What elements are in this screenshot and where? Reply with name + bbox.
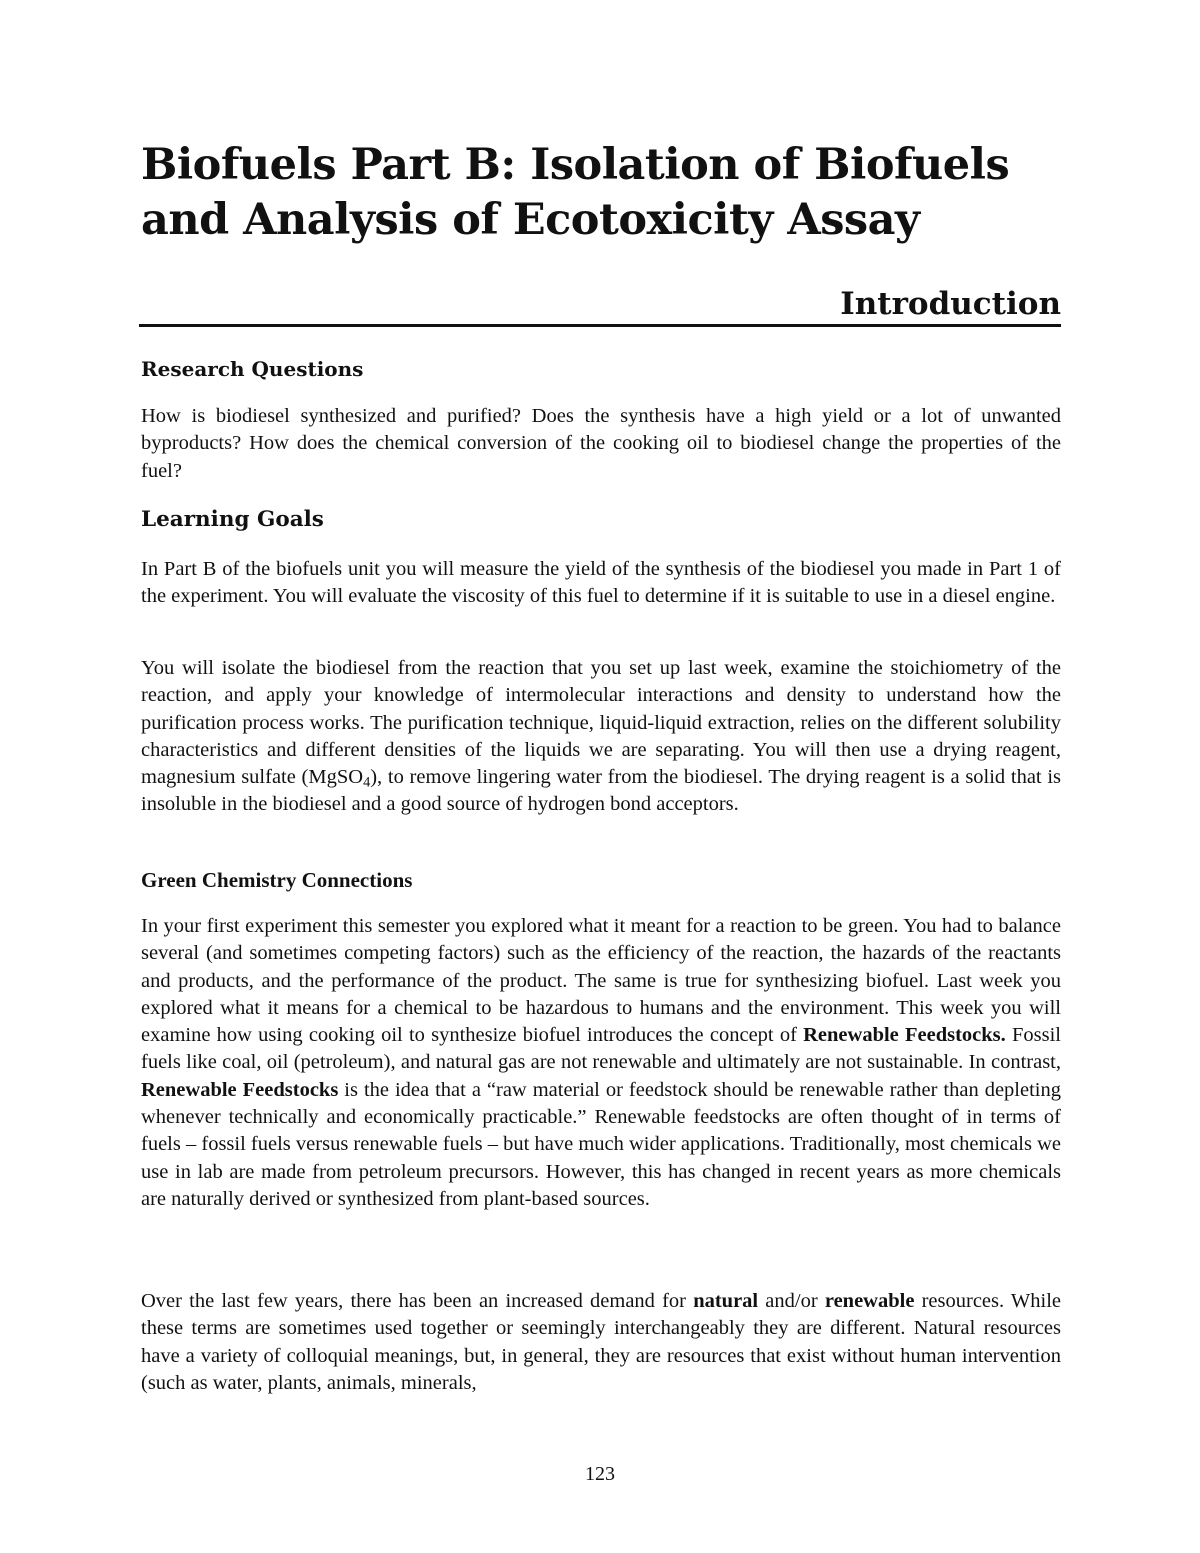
text-run: In your first experiment this semester you explored what it meant for a reaction to be green. You had to balance several (and sometimes competing factors) such as the efficiency of the reaction, the hazards of the reactants and products, and the performance of the product. The same is true for synthesizing biofuel. Last week you explored what it means for a chemical to be hazardous to humans and the environment. This week you will examine how using cooking oil to synthesize biofuel introduces the concept of (141, 915, 1061, 1047)
text-run: and/or (758, 1290, 825, 1312)
learning-goals-paragraph-2 (141, 655, 1061, 819)
text-run: You will isolate the biodiesel from the reaction that you set up last week, examine the stoichiometry of the reaction, and apply your knowledge of intermolecular interactions and density to understand how the purification process works. The purification technique, liquid-liquid extraction, relies on the different solubility characteristics and different densities of the liquids we are separating. You will then use a drying reagent, magnesium sulfate (MgSO (141, 657, 1061, 789)
bold-term: renewable (824, 1290, 915, 1312)
green-chemistry-paragraph-2 (141, 1288, 1061, 1397)
learning-goals-heading: Learning Goals (141, 507, 324, 532)
research-questions-heading: Research Questions (141, 357, 364, 381)
text-run: resources. While these terms are sometimes used together or seemingly interchangeably they are different. Natural resources have a variety of colloquial meanings, but, in general, they are resources that exist without human intervention (such as water, plants, animals, minerals, (141, 1290, 1062, 1394)
text-run: is the idea that a “raw material or feedstock should be renewable rather than depleting whenever technically and economically practicable.” Renewable feedstocks are often thought of in terms of fuels – fossil fuels versus renewable fuels – but have much wider applications. Traditionally, most chemicals we use in lab are made from petroleum precursors. However, this has changed in recent years as more chemicals are naturally derived or synthesized from plant-based sources. (141, 1078, 1061, 1210)
section-divider (139, 324, 1061, 327)
document-title: Biofuels Part B: Isolation of Biofuels and Analysis of Ecotoxicity Assay (141, 140, 1010, 245)
research-questions-paragraph: How is biodiesel synthesized and purified? Does the synthesis have a high yield or a lot of unwanted byproducts? How does the chemical conversion of the cooking oil to biodiesel change the properties of the fuel? (141, 405, 1061, 482)
text-run: ), to remove lingering water from the biodiesel. The drying reagent is a solid that is insoluble in the biodiesel and a good source of hydrogen bond acceptors. (141, 766, 1061, 816)
bold-term: Renewable Feedstocks (141, 1078, 339, 1101)
bold-term: Renewable Feedstocks. (803, 1024, 1006, 1047)
text-run: Over the last few years, there has been an increased demand for (141, 1290, 694, 1312)
green-chemistry-paragraph-1 (141, 913, 1061, 1213)
section-heading: Introduction (840, 286, 1061, 322)
bold-term: natural (693, 1290, 759, 1312)
page-number: 123 (585, 1463, 615, 1485)
text-run: Fossil fuels like coal, oil (petroleum), and natural gas are not renewable and ultimately are not sustainable. In contrast, (141, 1024, 1061, 1074)
learning-goals-paragraph-1: In Part B of the biofuels unit you will measure the yield of the synthesis of the biodiesel you made in Part 1 of the experiment. You will evaluate the viscosity of this fuel to determine if it is suitable to use in a diesel engine. (141, 558, 1061, 608)
green-chemistry-heading: Green Chemistry Connections (141, 868, 413, 892)
subscript: 4 (363, 774, 371, 791)
